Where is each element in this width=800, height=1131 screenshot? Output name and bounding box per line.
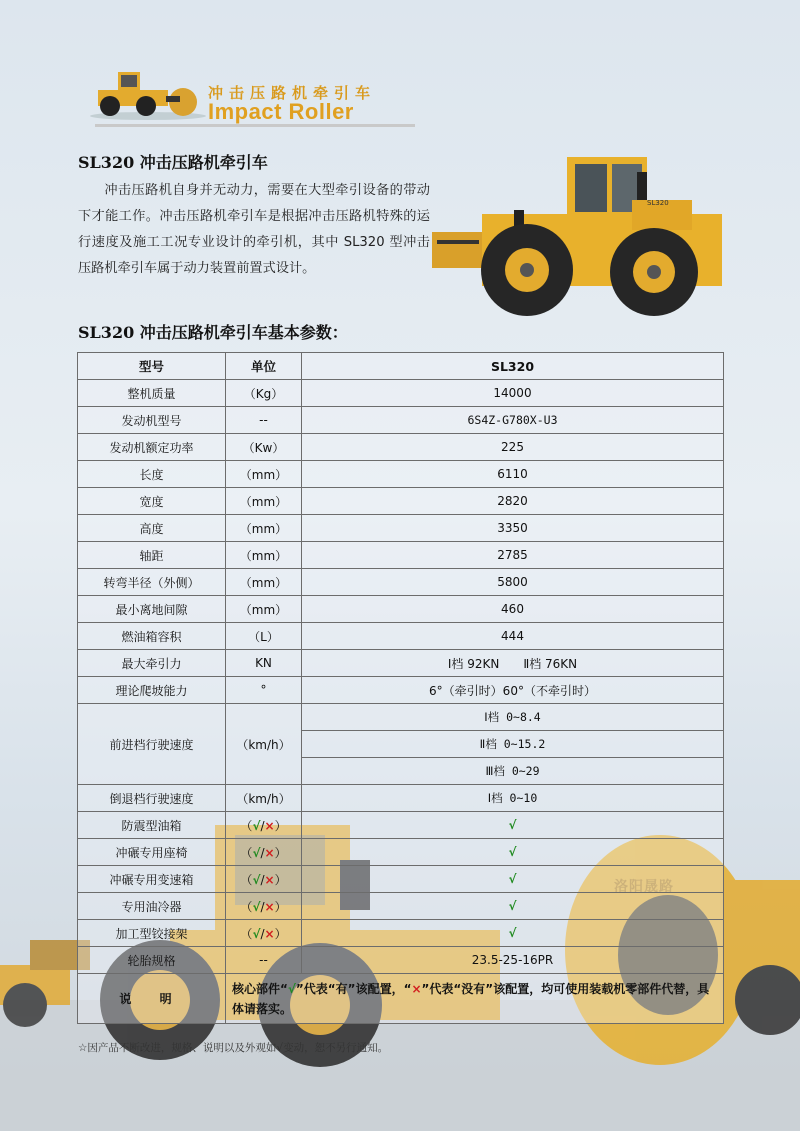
param-unit: （mm） [226, 461, 302, 488]
param-value: 23.5-25-16PR [302, 947, 724, 974]
param-value: 6110 [302, 461, 724, 488]
param-name: 最小离地间隙 [78, 596, 226, 623]
header-divider [95, 124, 415, 127]
logo-chinese-text: 冲击压路机牵引车 [208, 84, 377, 102]
param-unit: （mm） [226, 488, 302, 515]
param-name: 前进档行驶速度 [78, 704, 226, 785]
table-row [78, 380, 724, 407]
param-unit: （mm） [226, 596, 302, 623]
header-sl320: SL320 [302, 353, 724, 380]
table-row [78, 677, 724, 704]
cross-icon: × [264, 872, 275, 887]
param-name: 防震型油箱 [78, 812, 226, 839]
table-row [78, 623, 724, 650]
param-unit: KN [226, 650, 302, 677]
param-value: 6°（牵引时）60°（不牵引时） [302, 677, 724, 704]
footnote: ☆因产品不断改进，规格、说明以及外观如√变动，恕不另行通知。 [78, 1042, 389, 1054]
param-unit: （km/h） [226, 785, 302, 812]
check-icon: √ [252, 872, 261, 887]
table-row [78, 650, 724, 677]
check-icon: √ [302, 866, 724, 893]
table-row [78, 488, 724, 515]
option-unit: （√/×） [226, 812, 302, 839]
check-icon: √ [252, 818, 261, 833]
param-name: 发动机型号 [78, 407, 226, 434]
param-name: 高度 [78, 515, 226, 542]
intro-paragraph: 冲击压路机自身并无动力，需要在大型牵引设备的带动下才能工作。冲击压路机牵引车是根据冲击压路机特殊的运行速度及施工工况专业设计的牵引机，其中 SL320 型冲击压路机牵引车属于动力装置前置式设计。 [78, 183, 430, 276]
param-name: 轮胎规格 [78, 947, 226, 974]
brand-watermark: 洛阳晟路 [614, 879, 674, 895]
param-name: 倒退档行驶速度 [78, 785, 226, 812]
option-unit: （√/×） [226, 920, 302, 947]
param-name: 宽度 [78, 488, 226, 515]
table-row [78, 569, 724, 596]
check-icon: √ [287, 981, 296, 996]
param-name: 最大牵引力 [78, 650, 226, 677]
param-name: 专用油冷器 [78, 893, 226, 920]
param-value: 225 [302, 434, 724, 461]
param-unit: （km/h） [226, 704, 302, 785]
header-unit: 单位 [226, 353, 302, 380]
param-name: 整机质量 [78, 380, 226, 407]
cross-icon: × [264, 926, 275, 941]
table-row [78, 461, 724, 488]
param-unit: -- [226, 947, 302, 974]
table-row [78, 839, 724, 866]
param-name: 转弯半径（外侧） [78, 569, 226, 596]
cross-icon: × [264, 845, 275, 860]
param-value: 6S4Z-G780X-U3 [302, 407, 724, 434]
check-icon: √ [252, 899, 261, 914]
table-row [78, 893, 724, 920]
param-name: 燃油箱容积 [78, 623, 226, 650]
param-value: 14000 [302, 380, 724, 407]
param-name: 轴距 [78, 542, 226, 569]
cross-icon: × [264, 818, 275, 833]
param-value: 2785 [302, 542, 724, 569]
table-row [78, 866, 724, 893]
param-value: 444 [302, 623, 724, 650]
option-unit: （√/×） [226, 893, 302, 920]
param-value: 2820 [302, 488, 724, 515]
param-unit: （Kg） [226, 380, 302, 407]
param-unit: （mm） [226, 542, 302, 569]
param-value: 460 [302, 596, 724, 623]
cross-icon: × [264, 899, 275, 914]
param-unit: ° [226, 677, 302, 704]
cross-icon: × [411, 981, 422, 996]
table-row [78, 542, 724, 569]
param-value: Ⅰ档 0~10 [302, 785, 724, 812]
param-name: 长度 [78, 461, 226, 488]
page-title: SL320 冲击压路机牵引车 [78, 153, 268, 172]
param-name: 发动机额定功率 [78, 434, 226, 461]
param-value: 3350 [302, 515, 724, 542]
param-value: Ⅱ档 0~15.2 [302, 731, 724, 758]
check-icon: √ [302, 839, 724, 866]
check-icon: √ [302, 812, 724, 839]
note-text: 核心部件“√”代表“有”该配置，“×”代表“没有”该配置，均可使用装载机零部件代替，具体请落实。 [226, 974, 724, 1024]
param-value: Ⅰ档 0~8.4 [302, 704, 724, 731]
param-value: 5800 [302, 569, 724, 596]
table-row [78, 596, 724, 623]
option-unit: （√/×） [226, 866, 302, 893]
table-row [78, 785, 724, 812]
svg-text:SL320: SL320 [647, 199, 669, 207]
header-model: 型号 [78, 353, 226, 380]
param-value: Ⅲ档 0~29 [302, 758, 724, 785]
param-name: 加工型铰接架 [78, 920, 226, 947]
note-label: 说 明 [78, 974, 226, 1024]
option-unit: （√/×） [226, 839, 302, 866]
param-unit: （mm） [226, 569, 302, 596]
table-row [78, 407, 724, 434]
table-row [78, 434, 724, 461]
check-icon: √ [302, 920, 724, 947]
param-unit: （mm） [226, 515, 302, 542]
check-icon: √ [252, 926, 261, 941]
param-unit: （Kw） [226, 434, 302, 461]
table-header-row [78, 353, 724, 380]
table-row [78, 515, 724, 542]
table-row [78, 704, 724, 731]
sl320-tractor-image [432, 152, 732, 320]
param-unit: （L） [226, 623, 302, 650]
table-row [78, 920, 724, 947]
check-icon: √ [302, 893, 724, 920]
param-name: 冲碾专用变速箱 [78, 866, 226, 893]
logo-english-text: Impact Roller [208, 99, 354, 124]
param-unit: -- [226, 407, 302, 434]
note-row [78, 974, 724, 1024]
param-value: Ⅰ档 92KN Ⅱ档 76KN [302, 650, 724, 677]
param-name: 理论爬坡能力 [78, 677, 226, 704]
spec-table [77, 352, 724, 1024]
table-row [78, 947, 724, 974]
param-name: 冲碾专用座椅 [78, 839, 226, 866]
check-icon: √ [252, 845, 261, 860]
spec-subtitle: SL320 冲击压路机牵引车基本参数： [78, 323, 348, 342]
table-row [78, 812, 724, 839]
